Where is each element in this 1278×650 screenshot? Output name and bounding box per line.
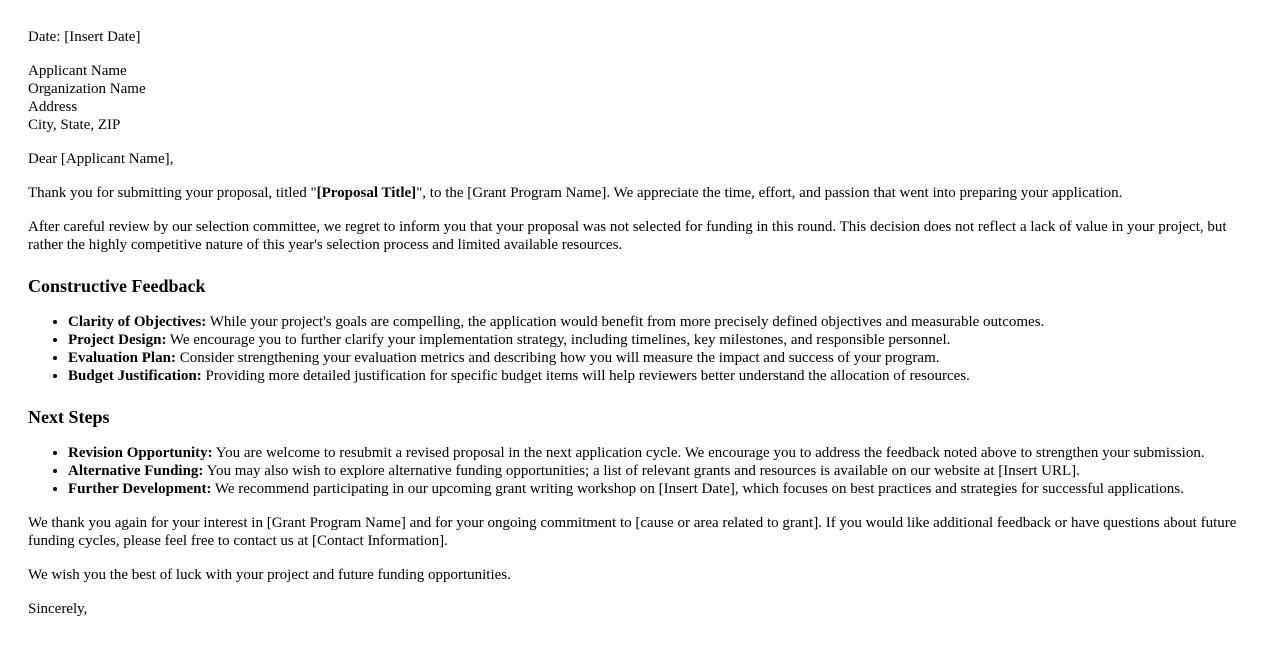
well-wishes: We wish you the best of luck with your project and future funding opportunities. <box>28 567 511 583</box>
organization-name: Organization Name <box>28 81 146 97</box>
intro-text-before: Thank you for submitting your proposal, titled " <box>28 185 317 201</box>
list-item <box>68 331 1246 349</box>
list-item-label: Further Development: <box>68 481 212 497</box>
list-item-label: Evaluation Plan: <box>68 350 176 366</box>
recipient-address-block <box>28 62 1246 134</box>
list-item-label: Alternative Funding: <box>68 463 204 479</box>
list-item-text: You may also wish to explore alternative funding opportunities; a list of relevant grants and resources is available on our website at [Insert URL]. <box>203 463 1080 479</box>
list-item-text: You are welcome to resubmit a revised proposal in the next application cycle. We encourage you to address the feedback noted above to strengthen your submission. <box>212 445 1205 461</box>
list-item <box>68 480 1246 498</box>
street-address: Address <box>28 99 78 115</box>
list-item-text: Consider strengthening your evaluation metrics and describing how you will measure the impact and success of your program. <box>175 350 940 366</box>
list-item-text: While your project's goals are compelling, the application would benefit from more precisely defined objectives and measurable outcomes. <box>206 314 1045 330</box>
applicant-name: Applicant Name <box>28 63 127 79</box>
intro-text-after: ", to the [Grant Program Name]. We appreciate the time, effort, and passion that went into preparing your application. <box>416 185 1123 201</box>
list-item-label: Budget Justification: <box>68 368 202 384</box>
next-steps-heading: Next Steps <box>28 407 110 427</box>
list-item-label: Revision Opportunity: <box>68 445 213 461</box>
closing-paragraph: We thank you again for your interest in [Grant Program Name] and for your ongoing commitment to [cause or area related to grant]. If you would like additional feedback or have questions about future funding cycles, please feel free to contact us at [Contact Information]. <box>28 515 1237 549</box>
list-item-label: Clarity of Objectives: <box>68 314 207 330</box>
list-item <box>68 462 1246 480</box>
feedback-heading: Constructive Feedback <box>28 276 206 296</box>
feedback-list <box>28 313 1246 385</box>
city-state-zip: City, State, ZIP <box>28 117 121 133</box>
next-steps-list <box>28 444 1246 498</box>
list-item <box>68 349 1246 367</box>
list-item <box>68 444 1246 462</box>
list-item-text: Providing more detailed justification for specific budget items will help reviewers better understand the allocation of resources. <box>201 368 970 384</box>
decision-paragraph: After careful review by our selection committee, we regret to inform you that your proposal was not selected for funding in this round. This decision does not reflect a lack of value in your project, but rather the highly competitive nature of this year's selection process and limited available resources. <box>28 219 1227 253</box>
proposal-title: [Proposal Title] <box>316 185 417 201</box>
salutation: Dear [Applicant Name], <box>28 151 174 167</box>
intro-paragraph <box>28 184 1246 202</box>
list-item-label: Project Design: <box>68 332 167 348</box>
list-item-text: We encourage you to further clarify your implementation strategy, including timelines, key milestones, and responsible personnel. <box>166 332 951 348</box>
list-item-text: We recommend participating in our upcoming grant writing workshop on [Insert Date], which focuses on best practices and strategies for successful applications. <box>211 481 1184 497</box>
list-item <box>68 367 1246 385</box>
signoff: Sincerely, <box>28 601 88 617</box>
list-item <box>68 313 1246 331</box>
letter-document <box>28 28 1246 634</box>
date-line: Date: [Insert Date] <box>28 29 141 45</box>
